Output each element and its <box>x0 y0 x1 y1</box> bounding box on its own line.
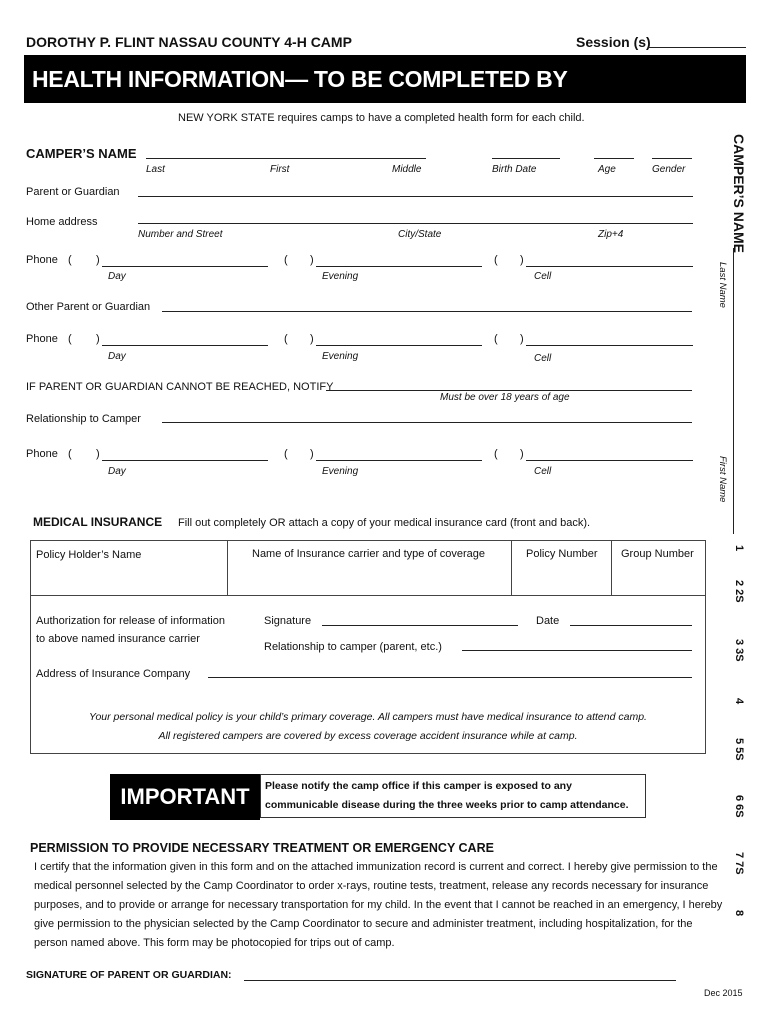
phone-label: Phone <box>26 448 58 460</box>
policy-number-label: Policy Number <box>526 548 598 560</box>
insurance-note-2: All registered campers are covered by excess coverage accident insurance while at camp. <box>158 730 578 742</box>
session-option: 1 <box>733 545 745 552</box>
session-option: 5 5S <box>733 738 745 761</box>
paren-close: ) <box>96 254 100 266</box>
paren-close: ) <box>310 254 314 266</box>
phone-day-field[interactable] <box>102 266 268 267</box>
day-caption: Day <box>108 271 126 282</box>
last-caption: Last <box>146 164 165 175</box>
insurance-note-1: Your personal medical policy is your child’s primary coverage. All campers must have medical insurance to attend camp. <box>89 711 647 723</box>
group-number-label: Group Number <box>621 548 694 560</box>
insurance-row-divider <box>30 595 705 596</box>
age-field[interactable] <box>594 158 634 159</box>
side-first-name: First Name <box>717 456 728 503</box>
paren-open: ( <box>494 448 498 460</box>
carrier-label: Name of Insurance carrier and type of coverage <box>252 548 485 560</box>
phone-day-field[interactable] <box>102 460 268 461</box>
parent-field[interactable] <box>138 196 693 197</box>
paren-close: ) <box>310 333 314 345</box>
signature-label: Signature <box>264 615 312 627</box>
cell-caption: Cell <box>534 353 552 364</box>
paren-open: ( <box>284 333 288 345</box>
paren-close: ) <box>520 254 524 266</box>
session-field[interactable] <box>648 47 746 48</box>
home-address-label: Home address <box>26 216 98 228</box>
home-address-field[interactable] <box>138 223 693 224</box>
evening-caption: Evening <box>322 271 359 282</box>
phone-cell-field[interactable] <box>526 345 693 346</box>
first-caption: First <box>270 164 290 175</box>
day-caption: Day <box>108 351 126 362</box>
permission-body: I certify that the information given in this form and on the attached immunization record is current and correct. I hereby give permission to the medical personnel selected by the Camp Coordinator to order x-rays, routine tests, treatment, release any records necessary for insurance purposes, and to provide or arrange for necessary transportation for my child. In the event that I cannot be reached in an emergency, I hereby give permission to the physician selected by the Camp Coordinator to secure and administer treatment, including hospitalization, for the person named above. This form may be photocopied for trips out of camp. <box>34 861 723 949</box>
paren-open: ( <box>494 254 498 266</box>
zip-caption: Zip+4 <box>598 229 624 240</box>
insurance-instruction: Fill out completely OR attach a copy of your medical insurance card (front and back). <box>178 517 591 529</box>
relationship-to-camper-label: Relationship to camper (parent, etc.) <box>264 641 442 653</box>
side-name-line[interactable] <box>733 248 734 534</box>
side-campers-name: CAMPER’S NAME <box>731 134 747 254</box>
parent-signature-field[interactable] <box>244 980 676 981</box>
notify-field[interactable] <box>326 390 692 391</box>
form-subtitle: NEW YORK STATE requires camps to have a completed health form for each child. <box>178 112 585 124</box>
notify-age-note: Must be over 18 years of age <box>440 392 570 403</box>
other-parent-field[interactable] <box>162 311 692 312</box>
cell-caption: Cell <box>534 271 552 282</box>
insurance-col-divider <box>511 540 512 595</box>
campers-name-label: CAMPER’S NAME <box>26 146 137 161</box>
authorization-label-2: to above named insurance carrier <box>36 633 200 645</box>
evening-caption: Evening <box>322 466 359 477</box>
insurance-signature-field[interactable] <box>322 625 518 626</box>
parent-label: Parent or Guardian <box>26 186 120 198</box>
relationship-label: Relationship to Camper <box>26 413 141 425</box>
paren-open: ( <box>68 333 72 345</box>
permission-title: PERMISSION TO PROVIDE NECESSARY TREATMENT OR EMERGENCY CARE <box>30 841 494 855</box>
day-caption: Day <box>108 466 126 477</box>
session-label: Session (s) <box>576 34 651 50</box>
date-label: Date <box>536 615 560 627</box>
phone-label: Phone <box>26 333 58 345</box>
phone-day-field[interactable] <box>102 345 268 346</box>
paren-open: ( <box>284 254 288 266</box>
paren-open: ( <box>68 254 72 266</box>
insurance-title: MEDICAL INSURANCE <box>33 515 163 529</box>
insurance-address-label: Address of Insurance Company <box>36 668 191 680</box>
session-option: 4 <box>733 698 745 705</box>
phone-evening-field[interactable] <box>316 460 482 461</box>
authorization-label: Authorization for release of information <box>36 615 225 627</box>
important-text-2: communicable disease during the three weeks prior to camp attendance. <box>265 799 629 811</box>
session-option: 7 7S <box>733 852 745 875</box>
insurance-address-field[interactable] <box>208 677 692 678</box>
paren-close: ) <box>520 448 524 460</box>
gender-caption: Gender <box>652 164 686 175</box>
birth-date-field[interactable] <box>492 158 560 159</box>
form-date: Dec 2015 <box>704 988 743 998</box>
phone-label: Phone <box>26 254 58 266</box>
city-caption: City/State <box>398 229 442 240</box>
phone-cell-field[interactable] <box>526 266 693 267</box>
camp-name: DOROTHY P. FLINT NASSAU COUNTY 4-H CAMP <box>26 34 352 50</box>
evening-caption: Evening <box>322 351 359 362</box>
parent-signature-label: SIGNATURE OF PARENT OR GUARDIAN: <box>26 969 232 981</box>
form-title: HEALTH INFORMATION— TO BE COMPLETED BY PARENT/GUARDIAN <box>24 55 746 103</box>
paren-close: ) <box>96 333 100 345</box>
phone-evening-field[interactable] <box>316 345 482 346</box>
important-box <box>260 774 646 818</box>
relationship-field[interactable] <box>162 422 692 423</box>
paren-open: ( <box>68 448 72 460</box>
insurance-col-divider <box>611 540 612 595</box>
insurance-date-field[interactable] <box>570 625 692 626</box>
policy-holder-label: Policy Holder’s Name <box>36 549 142 561</box>
other-parent-label: Other Parent or Guardian <box>26 301 151 313</box>
cell-caption: Cell <box>534 466 552 477</box>
important-text-1: Please notify the camp office if this camper is exposed to any <box>265 780 572 792</box>
paren-close: ) <box>96 448 100 460</box>
phone-cell-field[interactable] <box>526 460 693 461</box>
phone-evening-field[interactable] <box>316 266 482 267</box>
age-caption: Age <box>598 164 616 175</box>
paren-close: ) <box>310 448 314 460</box>
birth-date-caption: Birth Date <box>492 164 537 175</box>
session-option: 2 2S <box>733 580 745 603</box>
middle-caption: Middle <box>392 164 422 175</box>
session-option: 8 <box>733 910 745 917</box>
paren-open: ( <box>494 333 498 345</box>
important-badge: IMPORTANT <box>110 774 260 820</box>
insurance-col-divider <box>227 540 228 595</box>
paren-open: ( <box>284 448 288 460</box>
gender-field[interactable] <box>652 158 692 159</box>
paren-close: ) <box>520 333 524 345</box>
session-option: 6 6S <box>733 795 745 818</box>
insurance-relationship-field[interactable] <box>462 650 692 651</box>
camper-name-field[interactable] <box>146 158 426 159</box>
session-option: 3 3S <box>733 639 745 662</box>
street-caption: Number and Street <box>138 229 223 240</box>
notify-label: IF PARENT OR GUARDIAN CANNOT BE REACHED, NOTIFY <box>26 381 334 393</box>
side-last-name: Last Name <box>717 262 728 308</box>
